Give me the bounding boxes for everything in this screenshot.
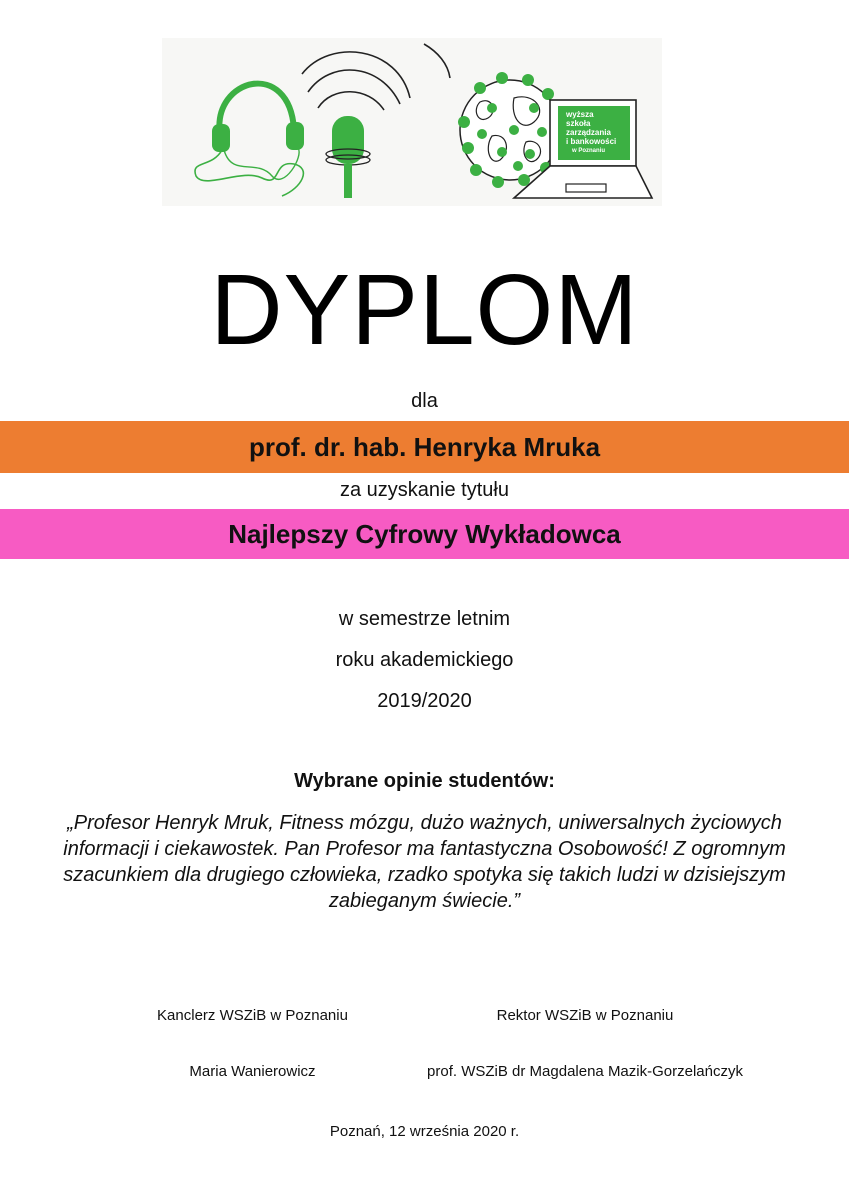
left-signatory-name: Maria Wanierowicz [189,1063,316,1080]
semester-line: w semestrze letnim [338,608,511,630]
intro-text: dla [411,390,438,412]
student-quote: „Profesor Henryk Mruk, Fitness mózgu, dużo ważnych, uniwersalnych życiowych informacji i ciekawostek. Pan Profesor ma fantastyczna Osobowość! Z ogromnym szacunkiem dla drugiego człowieka, rzadko spotyka się takich ludzi w dzisiejszym zabieganym świecie.” [63,812,786,912]
recipient-name: prof. dr. hab. Henryka Mruka [0,421,849,473]
svg-text:szkoła: szkoła [566,119,591,128]
right-signatory-role: Rektor WSZiB w Poznaniu [496,1007,674,1024]
opinions-heading: Wybrane opinie studentów: [294,770,555,792]
right-signatory-name: prof. WSZiB dr Magdalena Mazik-Gorzelańczyk [427,1063,743,1080]
academic-year-label: roku akademickiego [335,649,514,671]
place-and-date: Poznań, 12 września 2020 r. [329,1123,520,1140]
svg-text:i bankowości: i bankowości [566,137,617,146]
left-signatory-role: Kanclerz WSZiB w Poznaniu [157,1007,348,1024]
award-intro-text: za uzyskanie tytułu [340,479,509,501]
svg-text:w Poznaniu: w Poznaniu [572,148,605,154]
diploma-title: DYPLOM [210,254,639,366]
svg-text:wyższa: wyższa [566,110,594,119]
academic-year: 2019/2020 [377,690,472,712]
award-title: Najlepszy Cyfrowy Wykładowca [0,509,849,559]
university-logo-illustration [162,38,662,206]
svg-text:zarządzania: zarządzania [566,128,611,137]
